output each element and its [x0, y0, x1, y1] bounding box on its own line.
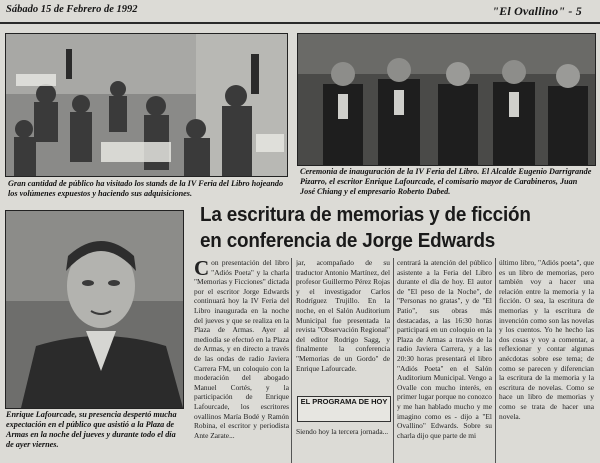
column-2-continued-text: Siendo hoy la tercera jornada...: [296, 427, 389, 436]
portrait-photo-caption: Enrique Lafourcade, su presencia despertó mucha expectación en el público que asistió a la Plaza de Armas en la noche del jueves y durante todo el día de ayer viernes.: [6, 410, 177, 449]
portrait-photo: [5, 210, 184, 409]
crowd-photo-caption: Gran cantidad de público ha visitado los stands de la IV Feria del Libro hojeando los volúmenes expuestos y haciendo sus adquisiciones.: [8, 179, 284, 198]
program-box: [297, 396, 391, 422]
issue-date: Sábado 15 de Febrero de 1992: [6, 4, 138, 15]
drop-cap: C: [194, 258, 210, 280]
headline-line-2: en conferencia de Jorge Edwards: [200, 229, 496, 252]
column-2-text: jar, acompañado de su traductor Antonio Martínez, del profesor Guillermo Pérez Rojas y el investigador Carlos Rodríguez Trujillo. En la noche, en el Salón Auditorium Municipal fue presentada la revista "Observación Regional" del editor Rodrigo Sagg, y finalmente la conferencia "Memorias de un Gordo" de Enrique Lafourcade.: [296, 258, 390, 373]
article-column-2-continued: [296, 427, 390, 463]
program-box-title: EL PROGRAMA DE HOY: [300, 397, 388, 406]
article-column-4: [499, 258, 594, 463]
header-rule: [0, 22, 600, 24]
ceremony-photo-caption: Ceremonia de inauguración de la IV Feria del Libro. El Alcalde Eugenio Darrigrande Pizarro, el escritor Enrique Lafourcade, el comisario mayor de Carabineros, Juan José Chiang y el empresario Roberto Dabed.: [300, 167, 592, 196]
article-column-3: [397, 258, 492, 463]
column-divider: [291, 258, 292, 463]
column-1-text: on presentación del libro "Adiós Poeta" y la charla "Memorias y Ficciones" dictada por el escritor Jorge Edwards continuará hoy la IV Feria del Libro inaugurada en la noche del jueves y que se realiza en la Plaza de Armas. Ayer al mediodía se efectuó en la Plaza de Armas, y en directo a través de las ondas de radio Javiera Carrera FM, un coloquio con la moderación del abogado Manuel Cortés, y la participación de Enrique Lafourcade, los escritores ovallinos María Bodé y Ramón Robina, el escritor y periodista Ante Zarate...: [194, 258, 289, 440]
headline-line-1: La escritura de memorias y de ficción: [200, 203, 531, 226]
ceremony-photo: [297, 33, 596, 166]
crowd-photo: [5, 33, 288, 177]
column-divider: [393, 258, 394, 463]
column-3-text: centrará la atención del público asistente a la Feria del Libro durante el día de hoy. El autor de "El peso de la Noche", de "Personas no gratas", y de "El Patio", sus obras más destacadas, a las 16:30 horas participará en un coloquio en la Plaza de Armas a través de la radio Javiera Carrera, y a las 20:30 horas presentará el libro "Adiós Poeta" en el Salón Auditorium Municipal. Vengo a Ovalle con mucho interés, en primer lugar porque no conozco y me han hablado mucho y me imagino como es - dijo a "El Ovallino" Edwards. Sobre su charla dijo que parte de mi: [397, 258, 492, 440]
article-column-2: [296, 258, 390, 393]
column-4-text: último libro, "Adiós poeta", que es un libro de memorias, pero también voy a hacer una relación entre la memoria y la ficción. O sea, la escritura de memorias y la escritura de invención como son las novelas y los cuentos. Yo he hecho las dos cosas y voy a comentar, a reflexionar y contar algunas anécdotas sobre ese tema; de como se parecen y diferencian la escritura de la memoria y la escritura de novelas. Como se hace un libro de memorias y como se trata de hacer una novela.: [499, 258, 594, 421]
article-column-1: [194, 258, 289, 463]
publication-page-label: "El Ovallino" - 5: [492, 4, 582, 18]
column-divider: [495, 258, 496, 463]
